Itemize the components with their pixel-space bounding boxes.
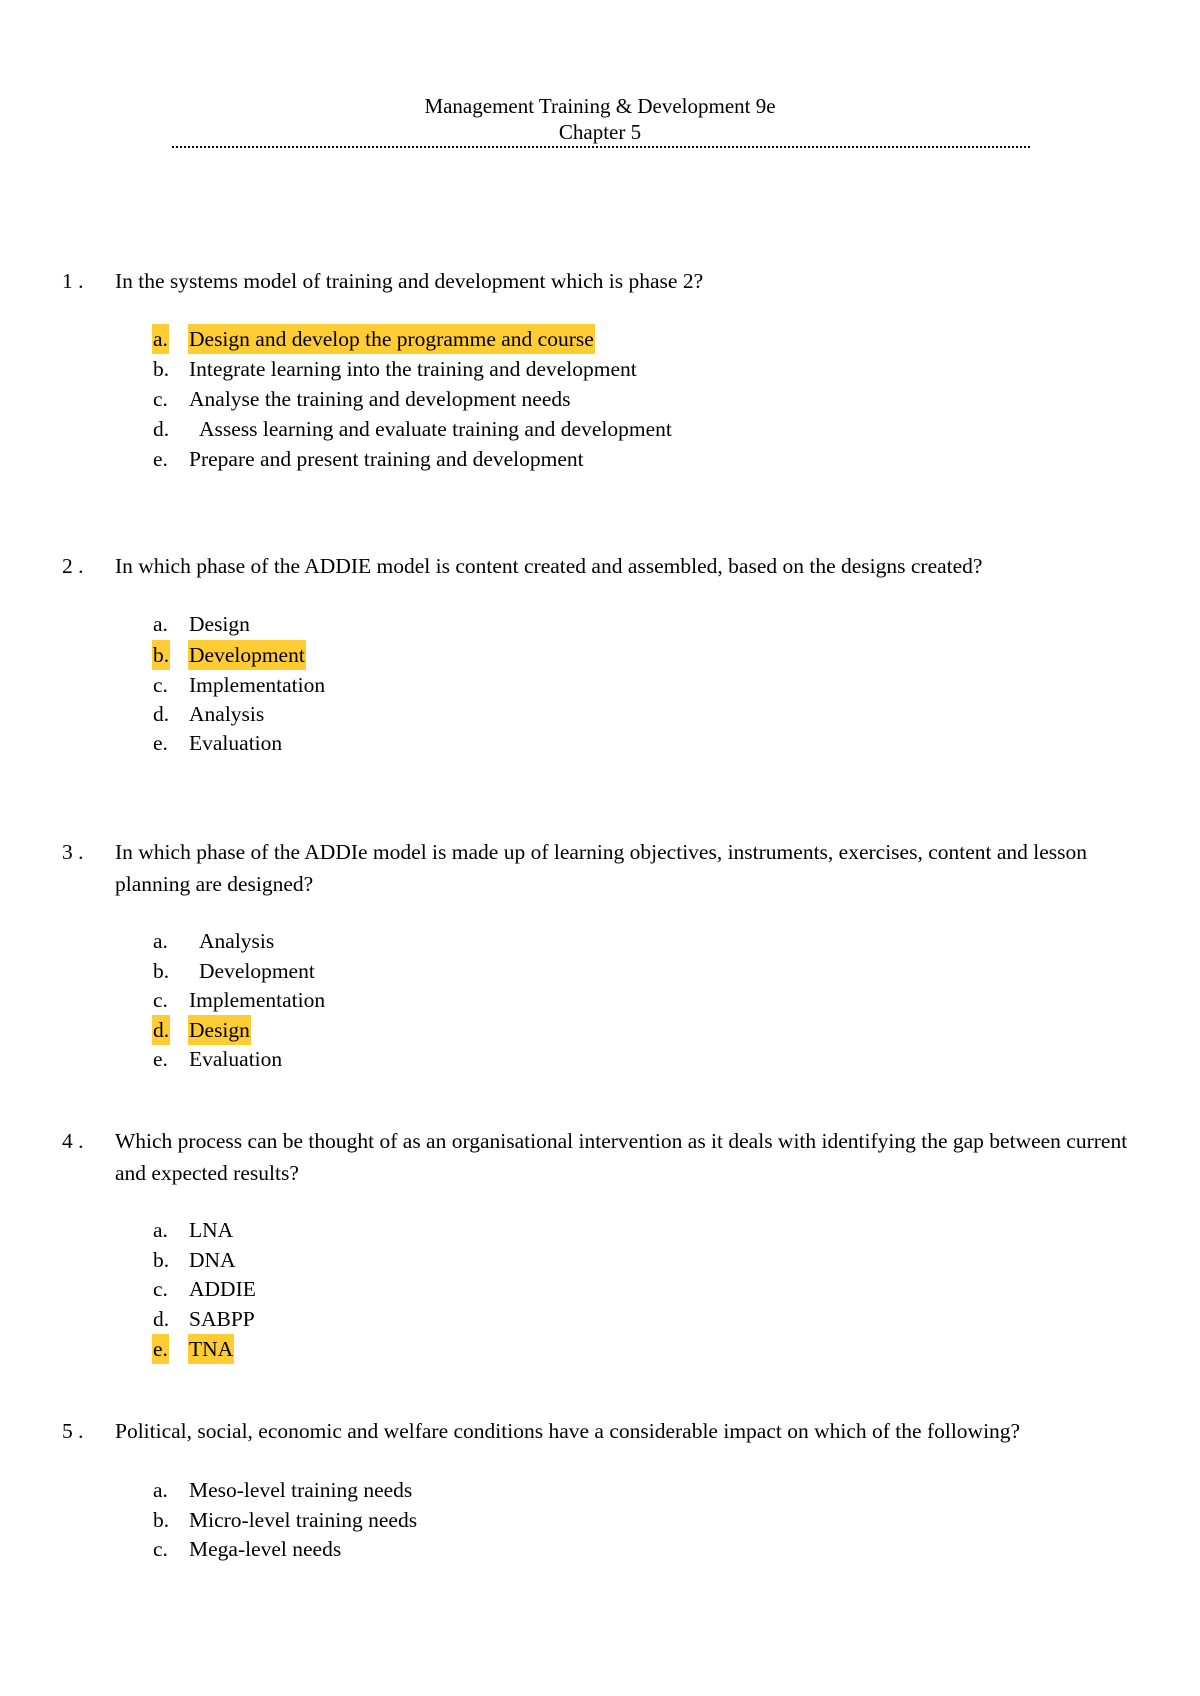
option-letter: a. bbox=[153, 1478, 168, 1502]
chapter-label: Chapter 5 bbox=[558, 120, 642, 144]
option-letter: c. bbox=[153, 387, 168, 411]
option-text: Evaluation bbox=[189, 731, 283, 755]
option-letter: d. bbox=[153, 1307, 170, 1331]
option-text: TNA bbox=[188, 1334, 234, 1364]
option-letter: d. bbox=[153, 417, 170, 441]
option-letter: a. bbox=[153, 1218, 168, 1242]
option-letter: a. bbox=[153, 929, 168, 953]
question-text: In the systems model of training and development which is phase 2? bbox=[115, 269, 704, 293]
option-text: Integrate learning into the training and development bbox=[189, 357, 637, 381]
question-text: In which phase of the ADDIe model is made up of learning objectives, instruments, exercises, content and lesson planning are designed? bbox=[115, 840, 1088, 896]
question-text: Which process can be thought of as an organisational intervention as it deals with identifying the gap between current and expected results? bbox=[115, 1129, 1128, 1185]
option-text: Analysis bbox=[189, 702, 265, 726]
option-letter: a. bbox=[152, 324, 169, 354]
option-letter: d. bbox=[152, 1015, 170, 1045]
dotted-divider bbox=[172, 146, 1030, 148]
option-text: Meso-level training needs bbox=[189, 1478, 413, 1502]
option-letter: a. bbox=[153, 612, 168, 636]
option-text: Implementation bbox=[189, 988, 326, 1012]
option-text: Micro-level training needs bbox=[189, 1508, 418, 1532]
option-letter: c. bbox=[153, 673, 168, 697]
option-text: SABPP bbox=[189, 1307, 255, 1331]
document-title: Management Training & Development 9e bbox=[424, 94, 776, 118]
option-letter: c. bbox=[153, 988, 168, 1012]
question-number: 3 . bbox=[62, 840, 84, 864]
option-letter: b. bbox=[152, 640, 170, 670]
question-text: In which phase of the ADDIE model is content created and assembled, based on the designs created? bbox=[115, 554, 983, 578]
option-text: ADDIE bbox=[189, 1277, 256, 1301]
option-letter: b. bbox=[153, 959, 170, 983]
question-text: Political, social, economic and welfare conditions have a considerable impact on which of the following? bbox=[115, 1419, 1021, 1443]
option-text: Analysis bbox=[199, 929, 275, 953]
question-number: 5 . bbox=[62, 1419, 84, 1443]
option-letter: e. bbox=[153, 447, 168, 471]
option-text: Development bbox=[188, 640, 306, 670]
option-letter: b. bbox=[153, 357, 170, 381]
option-letter: b. bbox=[153, 1248, 170, 1272]
option-text: Design and develop the programme and course bbox=[188, 324, 595, 354]
option-text: Assess learning and evaluate training and development bbox=[199, 417, 672, 441]
option-letter: c. bbox=[153, 1277, 168, 1301]
option-letter: b. bbox=[153, 1508, 170, 1532]
option-text: Evaluation bbox=[189, 1047, 283, 1071]
question-number: 4 . bbox=[62, 1129, 84, 1153]
option-text: Mega-level needs bbox=[189, 1537, 342, 1561]
option-text: Prepare and present training and development bbox=[189, 447, 584, 471]
option-text: LNA bbox=[189, 1218, 234, 1242]
question-number: 2 . bbox=[62, 554, 84, 578]
option-letter: c. bbox=[153, 1537, 168, 1561]
option-letter: e. bbox=[152, 1334, 169, 1364]
option-text: DNA bbox=[189, 1248, 236, 1272]
option-letter: d. bbox=[153, 702, 170, 726]
option-text: Design bbox=[188, 1015, 251, 1045]
option-text: Design bbox=[189, 612, 250, 636]
option-text: Implementation bbox=[189, 673, 326, 697]
option-letter: e. bbox=[153, 731, 168, 755]
option-letter: e. bbox=[153, 1047, 168, 1071]
option-text: Development bbox=[199, 959, 315, 983]
question-number: 1 . bbox=[62, 269, 84, 293]
option-text: Analyse the training and development needs bbox=[189, 387, 571, 411]
